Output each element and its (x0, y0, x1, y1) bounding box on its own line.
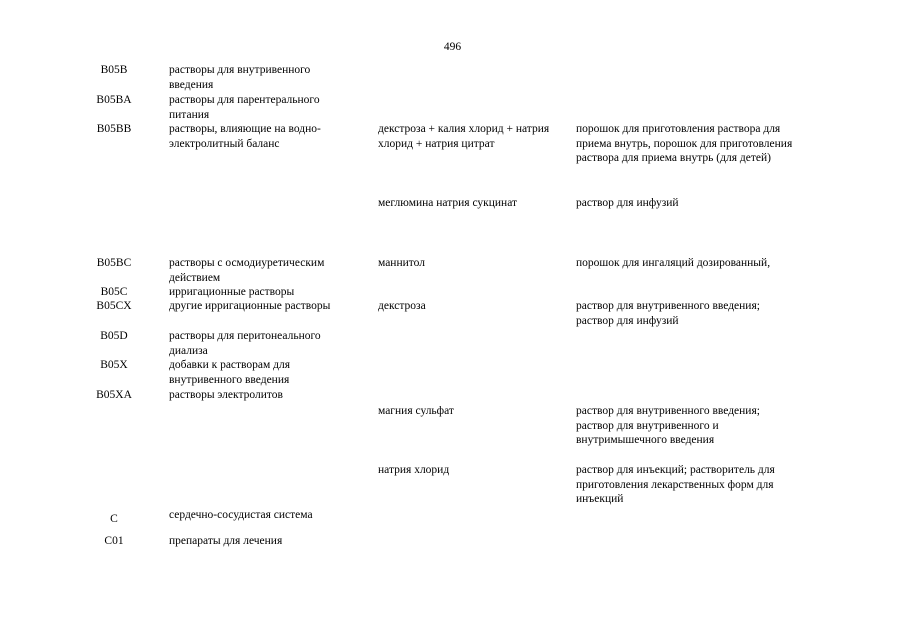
dosage-form: раствор для внутривенного введения; раствор для инфузий (576, 300, 760, 327)
drug-name: меглюмина натрия сукцинат (378, 197, 518, 209)
group-name: растворы для внутривенного введения (169, 64, 311, 91)
atc-code: C01 (104, 535, 124, 547)
page-number: 496 (443, 41, 462, 53)
atc-code: B05BA (96, 94, 132, 106)
group-name: растворы электролитов (169, 389, 283, 401)
group-name: ирригационные растворы (169, 286, 295, 298)
group-name: растворы, влияющие на водно-электролитный баланс (169, 123, 321, 150)
atc-code: B05B (100, 64, 128, 76)
dosage-form: раствор для инъекций; растворитель для приготовления лекарственных форм для инъекций (576, 464, 775, 506)
group-name: сердечно-сосудистая система (169, 509, 313, 521)
atc-code: B05D (100, 330, 128, 342)
drug-name: натрия хлорид (378, 464, 450, 476)
atc-code: B05C (100, 286, 128, 298)
group-name: добавки к растворам для внутривенного введения (169, 359, 291, 386)
dosage-form: раствор для инфузий (576, 197, 679, 209)
dosage-form: раствор для внутривенного введения; раствор для внутривенного и внутримышечного введения (576, 405, 760, 447)
group-name: растворы с осмодиуретическим действием (169, 257, 325, 284)
drug-name: декстроза (378, 300, 426, 312)
atc-code: B05BB (96, 123, 132, 135)
atc-code: C (110, 513, 118, 525)
group-name: растворы для парентерального питания (169, 94, 320, 121)
group-name: растворы для перитонеального диализа (169, 330, 321, 357)
atc-code: B05XA (96, 389, 132, 401)
atc-code: B05CX (96, 300, 132, 312)
drug-name: декстроза + калия хлорид + натрия хлорид + натрия цитрат (378, 123, 550, 150)
group-name: другие ирригационные растворы (169, 300, 331, 312)
group-name: препараты для лечения (169, 535, 283, 547)
atc-code: B05X (100, 359, 128, 371)
dosage-form: порошок для приготовления раствора для приема внутрь, порошок для приготовления раствора для приема внутрь (для детей) (576, 123, 793, 165)
drug-name: маннитол (378, 257, 425, 269)
atc-code: B05BC (96, 257, 132, 269)
drug-name: магния сульфат (378, 405, 454, 417)
dosage-form: порошок для ингаляций дозированный, (576, 257, 771, 269)
